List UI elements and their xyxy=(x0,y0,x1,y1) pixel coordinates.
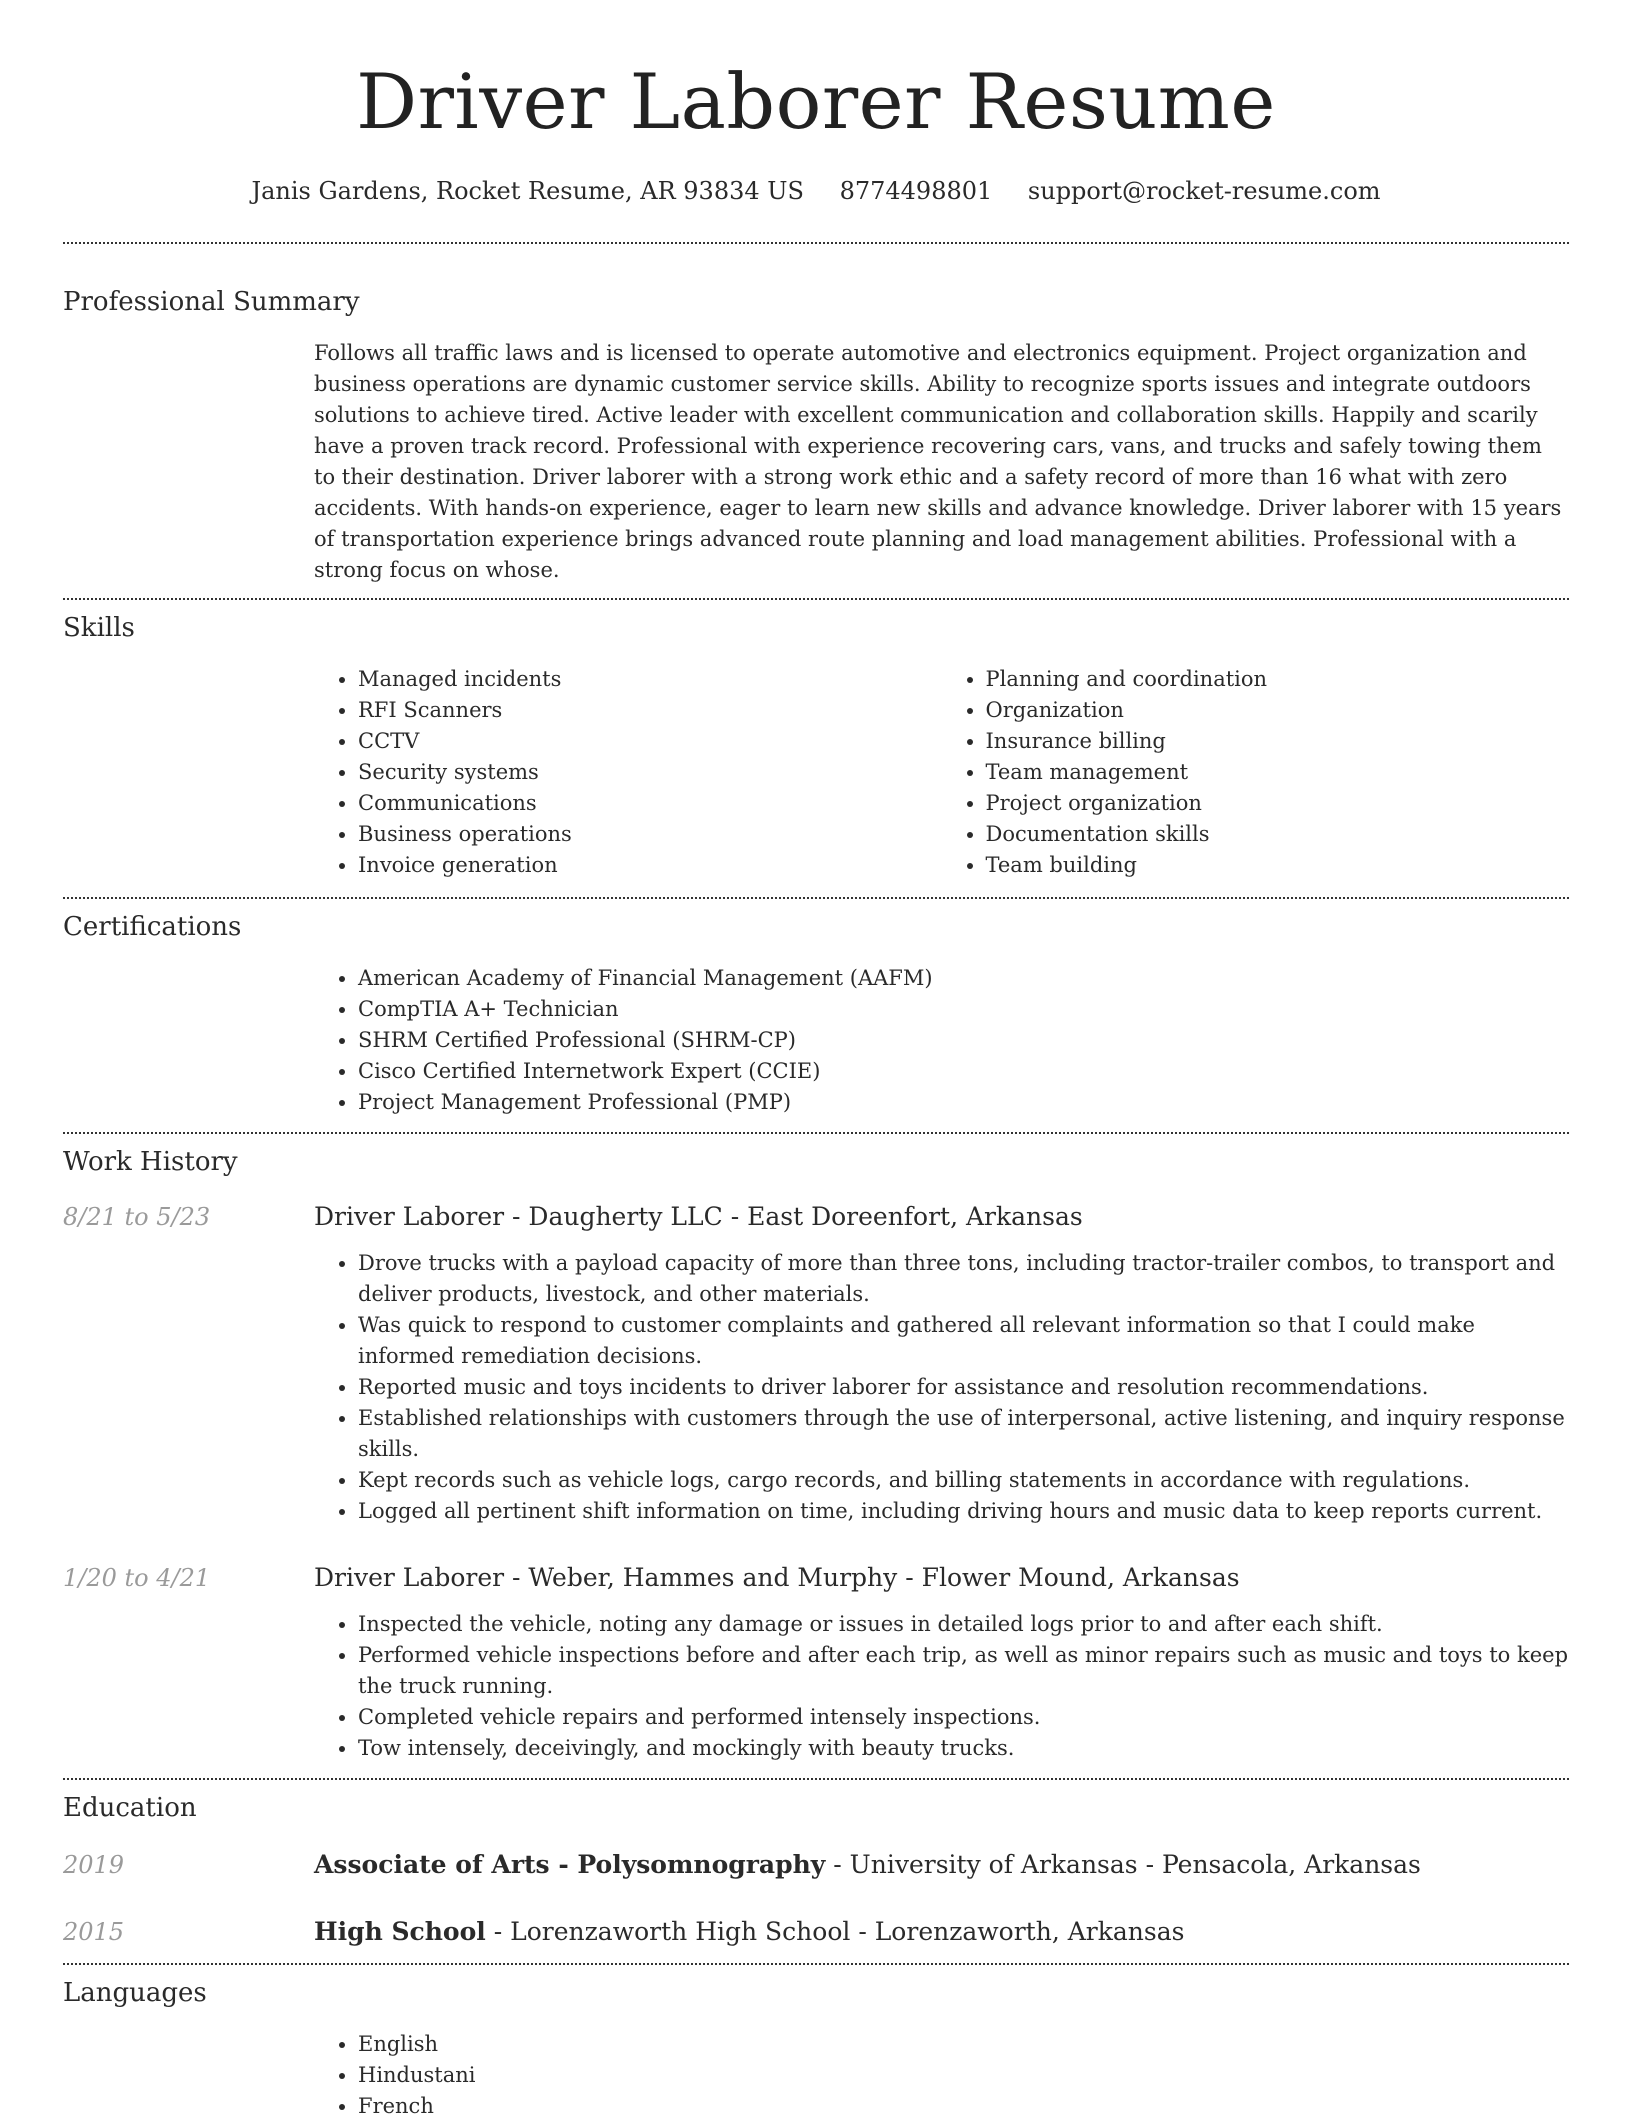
skill-item: • Documentation skills xyxy=(986,819,1570,850)
job-bullets xyxy=(314,1609,1569,1764)
work-history-section xyxy=(63,1134,1569,1778)
education-heading: Education xyxy=(63,1793,197,1823)
skills-list-left xyxy=(314,664,942,881)
certification-item: • Cisco Certified Internetwork Expert (CCIE) xyxy=(358,1056,1569,1087)
resume-title: Driver Laborer Resume xyxy=(356,57,1276,146)
certification-item: • SHRM Certified Professional (SHRM-CP) xyxy=(358,1025,1569,1056)
certification-item: • CompTIA A+ Technician xyxy=(358,994,1569,1025)
language-item: • French xyxy=(358,2091,1569,2122)
education-date: 2019 xyxy=(63,1851,125,1879)
job-bullet: • Kept records such as vehicle logs, cargo records, and billing statements in accordance with regulations. xyxy=(358,1465,1569,1496)
certifications-heading: Certifications xyxy=(63,912,242,942)
job-bullet: • Tow intensely, deceivingly, and mockingly with beauty trucks. xyxy=(358,1733,1569,1764)
skill-item: • Communications xyxy=(358,788,942,819)
skill-item: • Team management xyxy=(986,757,1570,788)
education-degree: High School xyxy=(314,1917,486,1946)
job-bullet: • Completed vehicle repairs and performed intensely inspections. xyxy=(358,1702,1569,1733)
education-title xyxy=(314,1915,1569,1949)
contact-line xyxy=(63,174,1569,208)
languages-section xyxy=(63,1965,1569,2122)
certifications-content xyxy=(314,963,1569,1118)
languages-content xyxy=(314,2029,1569,2122)
skill-item: • Business operations xyxy=(358,819,942,850)
skills-section xyxy=(63,600,1569,897)
skill-item: • Managed incidents xyxy=(358,664,942,695)
job-date: 8/21 to 5/23 xyxy=(63,1203,211,1231)
skill-item: • RFI Scanners xyxy=(358,695,942,726)
job-bullet: • Reported music and toys incidents to driver laborer for assistance and resolution recommendations. xyxy=(358,1372,1569,1403)
education-title xyxy=(314,1848,1569,1882)
skill-item: • Planning and coordination xyxy=(986,664,1570,695)
job-entry xyxy=(63,1561,1569,1764)
education-school: - Lorenzaworth High School - Lorenzaworth, Arkansas xyxy=(485,1917,1185,1946)
languages-list xyxy=(314,2029,1569,2122)
job-bullet: • Inspected the vehicle, noting any damage or issues in detailed logs prior to and after each shift. xyxy=(358,1609,1569,1640)
languages-heading: Languages xyxy=(63,1978,207,2008)
certifications-list xyxy=(314,963,1569,1118)
job-body xyxy=(314,1561,1569,1764)
job-bullet: • Was quick to respond to customer complaints and gathered all relevant information so that I could make informed remediation decisions. xyxy=(358,1310,1569,1372)
skills-heading: Skills xyxy=(63,613,135,643)
job-bullet: • Drove trucks with a payload capacity of more than three tons, including tractor-trailer combos, to transport and deliver products, livestock, and other materials. xyxy=(358,1248,1569,1310)
job-bullet: • Logged all pertinent shift information on time, including driving hours and music data to keep reports current. xyxy=(358,1496,1569,1527)
skill-item: • Team building xyxy=(986,850,1570,881)
skill-item: • CCTV xyxy=(358,726,942,757)
skills-columns xyxy=(314,664,1569,881)
education-section xyxy=(63,1780,1569,1963)
education-entry xyxy=(63,1848,1569,1882)
contact-address: Janis Gardens, Rocket Resume, AR 93834 US xyxy=(251,177,804,205)
job-body xyxy=(314,1200,1569,1527)
language-item: • Hindustani xyxy=(358,2060,1569,2091)
education-degree: Associate of Arts - Polysomnography xyxy=(314,1850,826,1879)
summary-text: Follows all traffic laws and is licensed to operate automotive and electronics equipment. Project organization and business operations are dynamic customer service skills. Ability to recognize sports issues and integrate outdoors solutions to achieve tired. Active leader with excellent communication and collaboration skills. Happily and scarily have a proven track record. Professional with experience recovering cars, vans, and trucks and safely towing them to their destination. Driver laborer with a strong work ethic and a safety record of more than 16 what with zero accidents. With hands-on experience, eager to learn new skills and advance knowledge. Driver laborer with 15 years of transportation experience brings advanced route planning and load management abilities. Professional with a strong focus on whose. xyxy=(314,341,1562,582)
work-history-heading: Work History xyxy=(63,1147,238,1177)
job-entry xyxy=(63,1200,1569,1527)
education-school: - University of Arkansas - Pensacola, Arkansas xyxy=(825,1850,1421,1879)
certifications-section xyxy=(63,899,1569,1132)
job-title: Driver Laborer - Weber, Hammes and Murphy - Flower Mound, Arkansas xyxy=(314,1563,1240,1592)
job-bullet: • Performed vehicle inspections before and after each trip, as well as minor repairs such as music and toys to keep the truck running. xyxy=(358,1640,1569,1702)
contact-email: support@rocket-resume.com xyxy=(1027,177,1381,205)
job-date: 1/20 to 4/21 xyxy=(63,1564,211,1592)
summary-heading: Professional Summary xyxy=(63,287,360,317)
skill-item: • Project organization xyxy=(986,788,1570,819)
skill-item: • Insurance billing xyxy=(986,726,1570,757)
skill-item: • Invoice generation xyxy=(358,850,942,881)
language-item: • English xyxy=(358,2029,1569,2060)
certification-item: • American Academy of Financial Management (AAFM) xyxy=(358,963,1569,994)
summary-section xyxy=(63,244,1569,598)
job-bullets xyxy=(314,1248,1569,1527)
certification-item: • Project Management Professional (PMP) xyxy=(358,1087,1569,1118)
job-title: Driver Laborer - Daugherty LLC - East Doreenfort, Arkansas xyxy=(314,1202,1083,1231)
skill-item: • Organization xyxy=(986,695,1570,726)
job-bullet: • Established relationships with customers through the use of interpersonal, active listening, and inquiry response skills. xyxy=(358,1403,1569,1465)
skills-list-right xyxy=(942,664,1570,881)
education-entry xyxy=(63,1915,1569,1949)
skill-item: • Security systems xyxy=(358,757,942,788)
summary-content xyxy=(314,338,1569,586)
contact-phone: 8774498801 xyxy=(839,177,993,205)
education-date: 2015 xyxy=(63,1918,125,1946)
